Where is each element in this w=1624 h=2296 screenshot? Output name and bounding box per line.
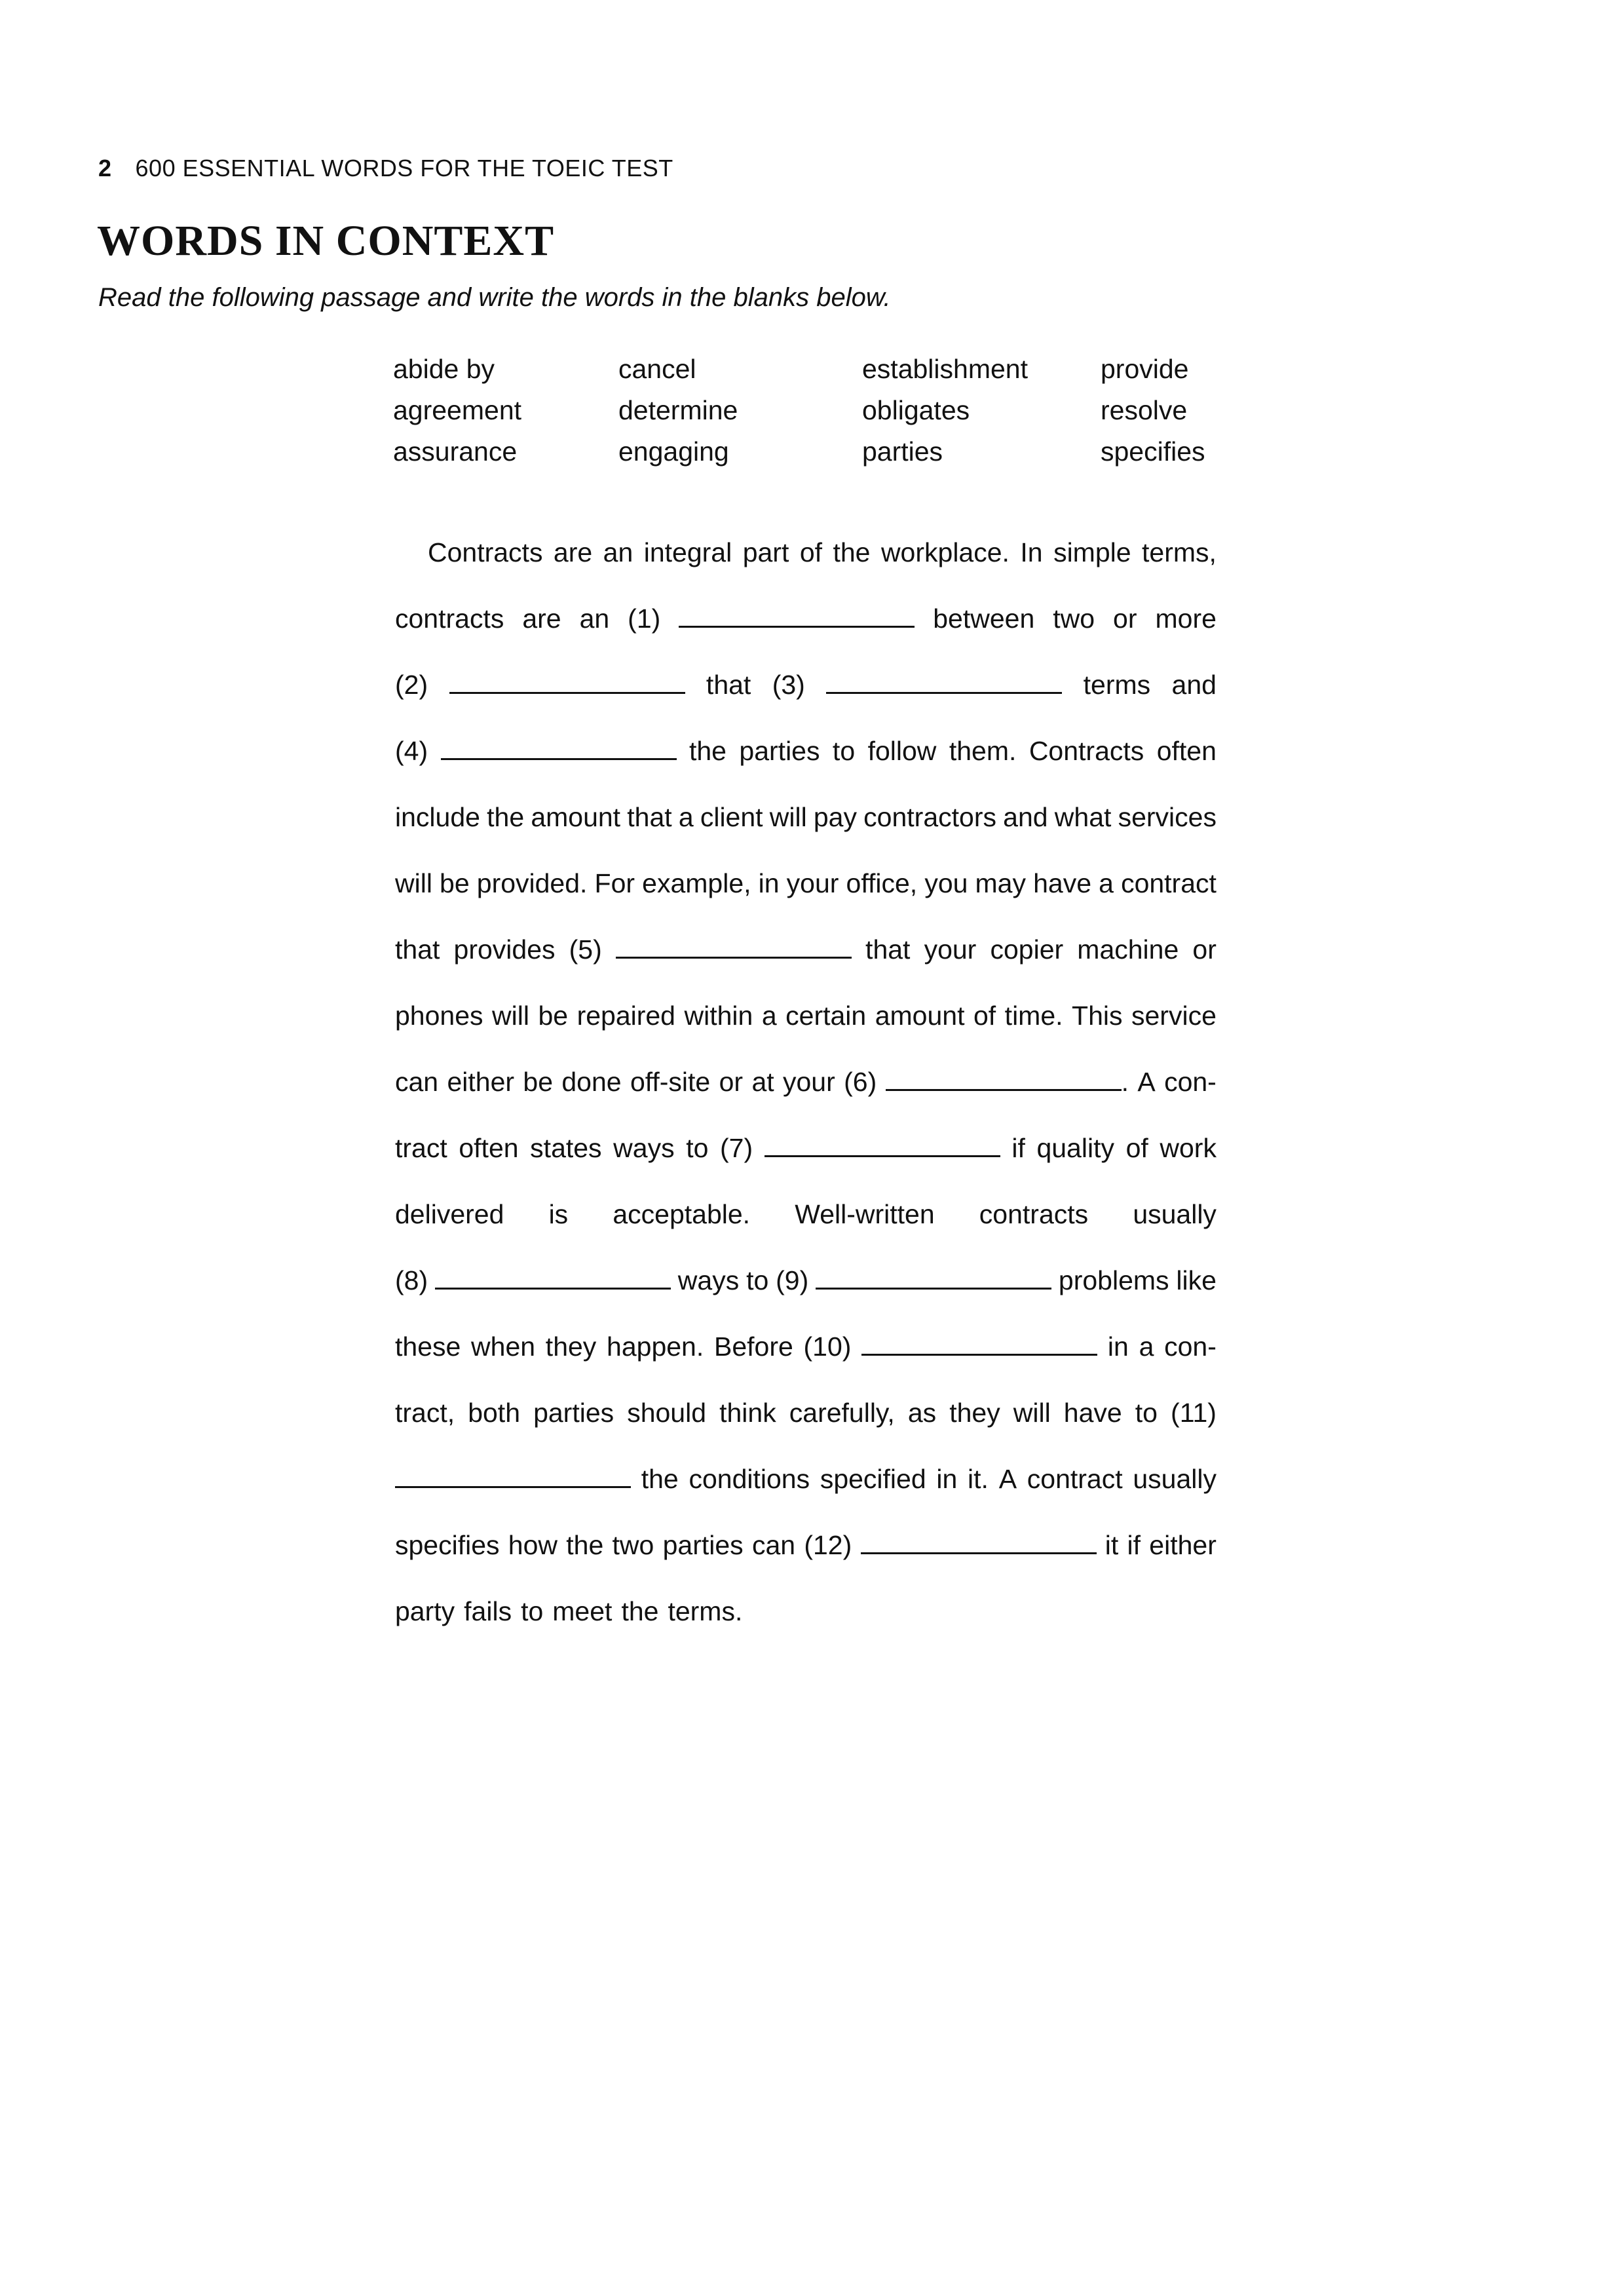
passage-line [395, 1001, 1217, 1067]
passage-word: or [1192, 934, 1217, 965]
passage-word: office, [846, 868, 918, 898]
passage-word: either [1149, 1530, 1217, 1560]
passage-word: (7) [720, 1133, 753, 1163]
passage-word: delivered [395, 1199, 504, 1229]
passage-word: amount [875, 1001, 965, 1031]
passage-word: as [907, 1398, 937, 1428]
passage-word: that [706, 670, 751, 700]
answer-blank[interactable] [861, 1354, 1097, 1356]
passage-line [395, 1331, 1217, 1398]
word-bank [393, 354, 1232, 478]
passage-word: your [786, 868, 839, 898]
passage-word: (6) [844, 1067, 877, 1097]
word-bank-item: resolve [1101, 395, 1188, 425]
passage-word: will [1013, 1398, 1051, 1428]
passage-word: example, [642, 868, 751, 898]
section-title: WORDS IN CONTEXT [97, 217, 555, 265]
passage-word: if [1011, 1133, 1025, 1163]
passage-word: off-site [630, 1067, 711, 1097]
passage-word: if [1127, 1530, 1141, 1560]
passage-word: of [973, 1001, 996, 1031]
passage-word: machine [1077, 934, 1179, 965]
word-bank-item: parties [862, 436, 943, 467]
word-bank-item: obligates [862, 395, 970, 425]
passage-word: two [612, 1530, 654, 1560]
passage-word: the [641, 1464, 679, 1494]
passage-word: meet [552, 1596, 613, 1626]
word-bank-item: assurance [393, 436, 518, 467]
passage-word: them. [949, 736, 1017, 766]
passage-word: done [561, 1067, 622, 1097]
word-bank-item: cancel [618, 354, 696, 384]
passage-word: and [1003, 802, 1048, 832]
passage-word: often [459, 1133, 519, 1163]
passage-word: to [521, 1596, 544, 1626]
passage-word: both [468, 1398, 521, 1428]
passage-word: the [566, 1530, 604, 1560]
passage-word: include [395, 802, 480, 832]
passage-word: the [833, 537, 871, 567]
passage-word: like [1176, 1265, 1217, 1295]
passage-word: what [1054, 802, 1112, 832]
page-number: 2 [98, 155, 112, 182]
passage-word: of [799, 537, 823, 567]
word-bank-item: abide by [393, 354, 495, 384]
passage-line [395, 1199, 1217, 1265]
passage-line [395, 1530, 1217, 1596]
passage-word: ways [677, 1265, 740, 1295]
passage-line [395, 1398, 1217, 1464]
passage-word: fails [464, 1596, 512, 1626]
passage-word: (10) [803, 1331, 852, 1362]
answer-blank[interactable] [616, 957, 852, 959]
passage-line [395, 603, 1217, 670]
book-title: 600 ESSENTIAL WORDS FOR THE TOEIC TEST [135, 155, 673, 182]
passage-word: . [1121, 1067, 1129, 1097]
passage-word: have [1063, 1398, 1122, 1428]
passage-word: that [865, 934, 911, 965]
passage-word: is [548, 1199, 569, 1229]
passage-word: they [949, 1398, 1000, 1428]
passage-word: within [684, 1001, 753, 1031]
passage-word: your [783, 1067, 835, 1097]
passage-word: be [523, 1067, 553, 1097]
passage-word: will [492, 1001, 529, 1031]
answer-blank[interactable] [679, 626, 915, 628]
passage-word: part [742, 537, 789, 567]
passage-word: client [700, 802, 763, 832]
passage-word: (2) [395, 670, 428, 700]
passage-word: con- [1164, 1067, 1217, 1097]
passage-word: contracts [979, 1199, 1089, 1229]
passage-word: terms [1083, 670, 1151, 700]
word-bank-item: establishment [862, 354, 1028, 384]
passage-word: contract [1121, 868, 1217, 898]
passage-word: quality [1036, 1133, 1114, 1163]
passage-word: For [594, 868, 635, 898]
passage-word: may [975, 868, 1026, 898]
passage-word: parties [739, 736, 820, 766]
passage-word: (11) [1171, 1398, 1217, 1428]
passage-word: the [621, 1596, 659, 1626]
passage-word: usually [1133, 1199, 1217, 1229]
passage-line [395, 736, 1217, 802]
passage-word: these [395, 1331, 461, 1362]
passage-word: happen. [607, 1331, 704, 1362]
passage-word: (3) [772, 670, 805, 700]
passage-word: or [1113, 603, 1137, 634]
passage-word: the [487, 802, 525, 832]
passage-word: a [1139, 1331, 1154, 1362]
passage-word: a [678, 802, 694, 832]
passage-word: how [508, 1530, 557, 1560]
passage-word: that [395, 934, 440, 965]
passage-word: an [579, 603, 610, 634]
passage-line [395, 537, 1217, 603]
passage-line [395, 1596, 1217, 1662]
passage-word: to [746, 1265, 769, 1295]
passage-word: that [627, 802, 672, 832]
passage-word: tract [395, 1133, 447, 1163]
passage-word: phones [395, 1001, 483, 1031]
passage-word: specifies [395, 1530, 500, 1560]
answer-blank[interactable] [395, 1486, 631, 1488]
passage-word: have [1033, 868, 1092, 898]
passage-word: be [440, 868, 470, 898]
passage-word: Before [713, 1331, 793, 1362]
passage-line [395, 868, 1217, 934]
passage-word: workplace. [880, 537, 1010, 567]
passage-word: A [1137, 1067, 1156, 1097]
answer-blank[interactable] [441, 758, 677, 760]
passage-word: a [1099, 868, 1114, 898]
passage-word: terms, [1142, 537, 1217, 567]
passage-word: between [933, 603, 1035, 634]
word-bank-item: specifies [1101, 436, 1205, 467]
passage-word: pay [813, 802, 857, 832]
instructions: Read the following passage and write the words in the blanks below. [98, 283, 891, 312]
passage-word: at [751, 1067, 774, 1097]
passage-word: two [1053, 603, 1095, 634]
passage-word: an [603, 537, 633, 567]
passage-word: you [924, 868, 968, 898]
word-group [886, 1067, 1129, 1098]
passage-word: states [530, 1133, 602, 1163]
passage-word: specified [820, 1464, 926, 1494]
passage-word: (4) [395, 736, 428, 766]
passage-word: can [395, 1067, 439, 1097]
passage-word: or [719, 1067, 744, 1097]
answer-blank[interactable] [826, 692, 1062, 694]
passage-word: will [395, 868, 432, 898]
passage-word: to [686, 1133, 709, 1163]
passage-word: often [1156, 736, 1217, 766]
passage-word: either [447, 1067, 515, 1097]
word-bank-item: engaging [618, 436, 729, 467]
passage-word: and [1171, 670, 1217, 700]
passage-word: ways [613, 1133, 675, 1163]
passage-word: usually [1133, 1464, 1217, 1494]
passage-line [395, 934, 1217, 1001]
passage-word: party [395, 1596, 455, 1626]
passage-line [395, 1067, 1217, 1133]
passage-line [395, 1265, 1217, 1331]
passage-word: integral [643, 537, 732, 567]
passage-word: should [627, 1398, 707, 1428]
answer-blank[interactable] [861, 1552, 1097, 1554]
passage-word: in [758, 868, 780, 898]
running-header [98, 155, 673, 182]
answer-blank[interactable] [816, 1288, 1051, 1290]
passage-word: follow [867, 736, 937, 766]
passage-word: Contracts [428, 537, 543, 567]
passage-word: in [936, 1464, 958, 1494]
passage-word: when [471, 1331, 536, 1362]
passage-word: the [689, 736, 727, 766]
passage-word: simple [1053, 537, 1131, 567]
passage-word: Contracts [1029, 736, 1144, 766]
passage-word: provides [453, 934, 556, 965]
passage-word: amount [531, 802, 621, 832]
passage-line [395, 1133, 1217, 1199]
passage-line [395, 670, 1217, 736]
passage-word: be [538, 1001, 569, 1031]
passage-word: services [1118, 802, 1217, 832]
passage-word: (5) [569, 934, 602, 965]
answer-blank[interactable] [886, 1089, 1122, 1091]
word-bank-item: determine [618, 395, 738, 425]
passage-word: more [1155, 603, 1217, 634]
passage-word: tract, [395, 1398, 455, 1428]
passage-word: are [522, 603, 561, 634]
passage-word: work [1160, 1133, 1217, 1163]
passage-word: (12) [804, 1530, 852, 1560]
passage-word: provided. [476, 868, 588, 898]
passage-word: con- [1164, 1331, 1217, 1362]
passage-word: copier [990, 934, 1064, 965]
passage-word: it. [968, 1464, 989, 1494]
passage-word: Well-written [795, 1199, 935, 1229]
passage-word: contracts [395, 603, 504, 634]
passage-word: carefully, [789, 1398, 895, 1428]
passage-word: of [1125, 1133, 1148, 1163]
passage-word: in [1107, 1331, 1129, 1362]
passage-word: A [998, 1464, 1017, 1494]
passage-word: it [1105, 1530, 1119, 1560]
passage-word: (8) [395, 1265, 428, 1295]
passage-word: are [553, 537, 593, 567]
passage-word: certain [785, 1001, 867, 1031]
passage-word: problems [1058, 1265, 1169, 1295]
passage-word: can [751, 1530, 796, 1560]
passage-word: a [761, 1001, 777, 1031]
word-bank-item: provide [1101, 354, 1189, 384]
word-bank-item: agreement [393, 395, 522, 425]
passage-word: will [769, 802, 807, 832]
passage-word: acceptable. [613, 1199, 751, 1229]
passage-word: service [1131, 1001, 1217, 1031]
passage [395, 537, 1217, 1662]
passage-word: parties [533, 1398, 614, 1428]
passage-word: your [924, 934, 977, 965]
passage-word: time. [1004, 1001, 1063, 1031]
passage-word: to [1135, 1398, 1158, 1428]
answer-blank[interactable] [435, 1288, 671, 1290]
passage-word: contractors [863, 802, 996, 832]
passage-word: think [719, 1398, 776, 1428]
passage-line [395, 802, 1217, 868]
passage-word: they [545, 1331, 597, 1362]
passage-word: parties [662, 1530, 744, 1560]
passage-word: (9) [776, 1265, 809, 1295]
passage-word: In [1020, 537, 1043, 567]
passage-word: This [1072, 1001, 1123, 1031]
passage-word: conditions [689, 1464, 810, 1494]
passage-word: (1) [628, 603, 661, 634]
passage-line [395, 1464, 1217, 1530]
passage-word: to [832, 736, 856, 766]
passage-word: terms. [668, 1596, 743, 1626]
answer-blank[interactable] [449, 692, 685, 694]
passage-word: repaired [576, 1001, 675, 1031]
answer-blank[interactable] [765, 1155, 1000, 1157]
passage-word: contract [1027, 1464, 1123, 1494]
